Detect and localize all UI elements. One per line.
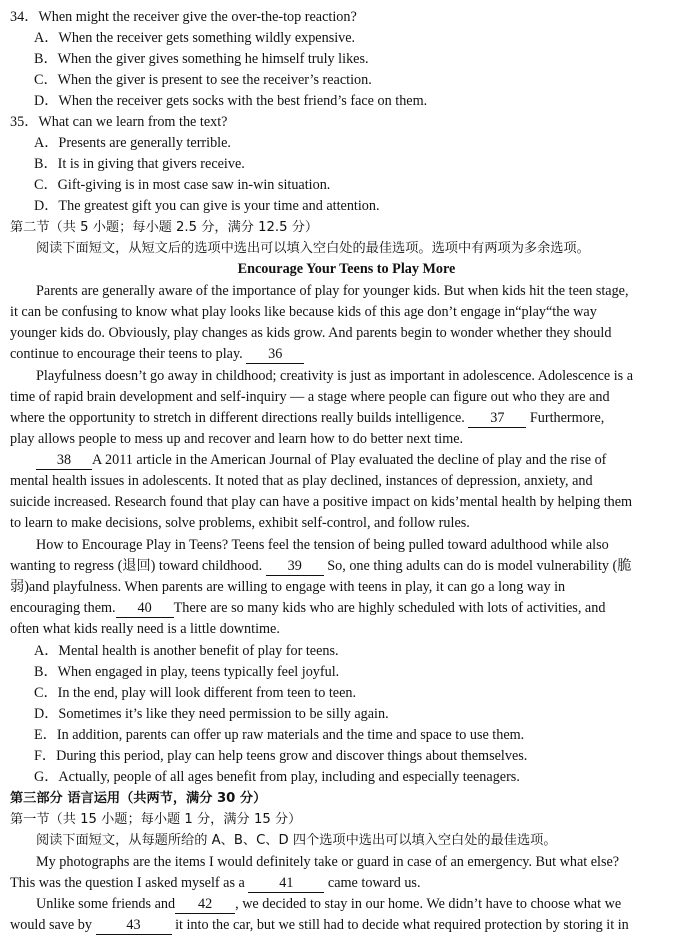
section-2-instruction: 阅读下面短文，从短文后的选项中选出可以填入空白处的最佳选项。选项中有两项为多余选项。 [36, 241, 590, 256]
passage-line: mental health issues in adolescents. It noted that as play declined, instances of depression, anxiety, and [10, 473, 593, 489]
option-e: E．In addition, parents can offer up raw materials and the time and space to use them. [34, 727, 525, 743]
passage-line: often what kids really need is a little downtime. [10, 621, 280, 637]
passage-line: Parents are generally aware of the importance of play for younger kids. But when kids hit the teen stage, [36, 283, 629, 299]
option-b: B．When engaged in play, teens typically feel joyful. [34, 664, 340, 680]
question-35-stem: 35．What can we learn from the text? [10, 114, 228, 130]
passage-line: it can be confusing to know what play looks like because kids of this age don’t engage in“play“the way [10, 304, 597, 320]
passage-line [10, 556, 685, 577]
blank-43: 43 [96, 917, 172, 935]
passage-line: to learn to make decisions, solve problems, exhibit self-control, and follow rules. [10, 515, 470, 531]
q34-option-a: A．When the receiver gets something wildly expensive. [34, 30, 356, 46]
passage-line [10, 344, 685, 365]
passage-line: 弱)and playfulness. When parents are willing to engage with teens in play, it can go a long way in [10, 579, 566, 595]
option-g: G．Actually, people of all ages benefit from play, including and especially teenagers. [34, 769, 520, 785]
passage-line: How to Encourage Play in Teens? Teens feel the tension of being pulled toward adulthood while also [36, 537, 609, 553]
passage-line [10, 873, 685, 894]
blank-41: 41 [248, 875, 324, 893]
passage-text: Furthermore, [529, 410, 605, 426]
blank-42: 42 [175, 896, 235, 914]
passage-line [10, 408, 685, 429]
passage-text: encouraging them. [10, 600, 116, 616]
passage-line: younger kids do. Obviously, play changes as kids grow. And parents begin to wonder whether they should [10, 325, 612, 341]
passage-title: Encourage Your Teens to Play More [237, 261, 456, 277]
passage-text: would save by [10, 917, 92, 933]
option-a: A．Mental health is another benefit of play for teens. [34, 643, 339, 659]
q34-option-b: B．When the giver gives something he himself truly likes. [34, 51, 369, 67]
blank-36: 36 [246, 346, 304, 364]
passage-line [36, 894, 693, 915]
passage-text: There are so many kids who are highly scheduled with lots of activities, and [173, 600, 606, 616]
q35-option-b: B．It is in giving that givers receive. [34, 156, 245, 172]
question-34-stem: 34．When might the receiver give the over-the-top reaction? [10, 9, 357, 25]
option-f: F．During this period, play can help teens grow and discover things about themselves. [34, 748, 528, 764]
part-3-subheading: 第一节（共 15 小题；每小题 1 分，满分 15 分） [10, 812, 302, 827]
option-d: D．Sometimes it’s like they need permission to be silly again. [34, 706, 389, 722]
passage-line [10, 598, 685, 619]
passage-text: continue to encourage their teens to play. [10, 346, 243, 362]
passage-line: My photographs are the items I would definitely take or guard in case of an emergency. But what else? [36, 854, 620, 870]
option-c: C．In the end, play will look different from teen to teen. [34, 685, 357, 701]
q35-option-d: D．The greatest gift you can give is your time and attention. [34, 198, 380, 214]
part-3-instruction: 阅读下面短文，从每题所给的 A、B、C、D 四个选项中选出可以填入空白处的最佳选项。 [36, 833, 557, 848]
blank-39: 39 [266, 558, 324, 576]
q34-option-d: D．When the receiver gets socks with the best friend’s face on them. [34, 93, 428, 109]
passage-line: time of rapid brain development and self-inquiry — a stage where people can figure out who they are and [10, 389, 610, 405]
passage-text: , we decided to stay in our home. We didn’t have to choose what we [235, 896, 622, 912]
q35-option-c: C．Gift-giving is in most case saw in-win situation. [34, 177, 331, 193]
passage-text: it into the car, but we still had to decide what required protection by storing it in [175, 917, 629, 933]
passage-line: Playfulness doesn’t go away in childhood; creativity is just as important in adolescence. Adolescence is a [36, 368, 634, 384]
passage-line: play allows people to mess up and recover and learn how to do better next time. [10, 431, 464, 447]
passage-text: A 2011 article in the American Journal of Play evaluated the decline of play and the rise of [92, 452, 607, 468]
q34-option-c: C．When the giver is present to see the receiver’s reaction. [34, 72, 372, 88]
blank-38: 38 [36, 452, 92, 470]
blank-40: 40 [116, 600, 174, 618]
passage-line [36, 450, 693, 471]
q35-option-a: A．Presents are generally terrible. [34, 135, 231, 151]
passage-line [10, 915, 685, 936]
section-2-heading: 第二节（共 5 小题；每小题 2.5 分，满分 12.5 分） [10, 220, 319, 235]
passage-text: wanting to regress (退回) toward childhood. [10, 558, 263, 574]
passage-text: So, one thing adults can do is model vulnerability (脆 [327, 558, 632, 574]
part-3-heading: 第三部分 语言运用（共两节，满分 30 分） [10, 791, 267, 806]
passage-text: where the opportunity to stretch in different directions really builds intelligence. [10, 410, 465, 426]
passage-text: came toward us. [327, 875, 421, 891]
blank-37: 37 [468, 410, 526, 428]
passage-line: suicide increased. Research found that play can have a positive impact on kids’mental health by helping them [10, 494, 633, 510]
passage-text: Unlike some friends and [36, 896, 176, 912]
passage-text: This was the question I asked myself as a [10, 875, 245, 891]
